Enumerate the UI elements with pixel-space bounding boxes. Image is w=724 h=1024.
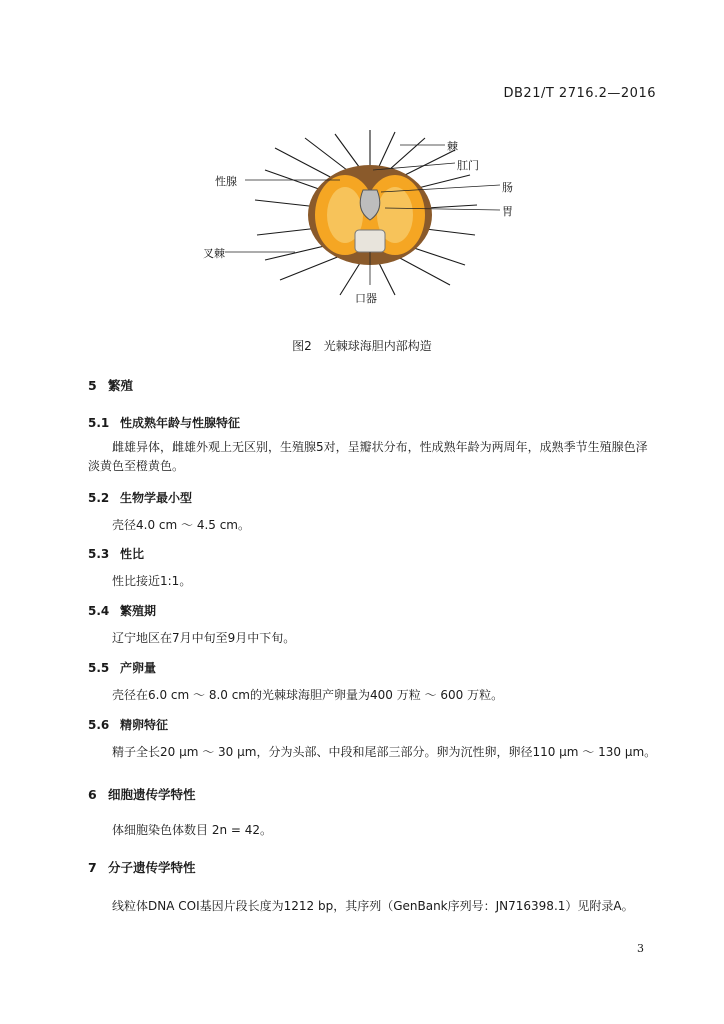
section-5-4-text: 辽宁地区在7月中旬至9月中下旬。 bbox=[112, 631, 296, 645]
label-gonad: 性腺 bbox=[215, 175, 237, 188]
label-spine: 棘 bbox=[447, 140, 458, 153]
section-6-text: 体细胞染色体数目 2n = 42。 bbox=[112, 823, 273, 837]
sea-urchin-figure bbox=[195, 130, 535, 315]
section-5-5-heading: 5.5 产卵量 bbox=[88, 661, 157, 675]
section-5-3-heading: 5.3 性比 bbox=[88, 547, 145, 561]
section-5-5-text: 壳径在6.0 cm ～ 8.0 cm的光棘球海胆产卵量为400 万粒 ～ 600 万粒。 bbox=[112, 688, 504, 702]
section-7-text: 线粒体DNA COⅠ基因片段长度为1212 bp，其序列（GenBank序列号：JN716398.1）见附录A。 bbox=[112, 899, 634, 913]
section-5-4-heading: 5.4 繁殖期 bbox=[88, 604, 157, 618]
section-5-2-text: 壳径4.0 cm ～ 4.5 cm。 bbox=[112, 518, 251, 532]
label-intestine: 肠 bbox=[502, 181, 513, 194]
section-5-6-text: 精子全长20 μm ～ 30 μm，分为头部、中段和尾部三部分。卵为沉性卵，卵径110 μm ～ 130 μm。 bbox=[112, 745, 657, 759]
section-6-heading: 6 细胞遗传学特性 bbox=[88, 787, 196, 802]
label-anus: 肛门 bbox=[457, 159, 479, 172]
sea-urchin-diagram bbox=[195, 130, 535, 315]
section-5-1-heading: 5.1 性成熟年龄与性腺特征 bbox=[88, 416, 241, 430]
aristotles-lantern bbox=[355, 230, 385, 252]
section-5-3-text: 性比接近1:1。 bbox=[112, 574, 192, 588]
label-pedicellaria: 叉棘 bbox=[203, 247, 225, 260]
section-7-heading: 7 分子遗传学特性 bbox=[88, 860, 196, 875]
section-5-1-text: 雌雄异体，雌雄外观上无区别，生殖腺5对，呈瓣状分布，性成熟年龄为两周年，成熟季节生殖腺色泽淡黄色至橙黄色。 bbox=[88, 440, 648, 473]
section-5-2-heading: 5.2 生物学最小型 bbox=[88, 491, 193, 505]
document-code: DB21/T 2716.2—2016 bbox=[503, 86, 656, 101]
figure-caption: 图2 光棘球海胆内部构造 bbox=[292, 339, 432, 353]
section-5-6-heading: 5.6 精卵特征 bbox=[88, 718, 169, 732]
label-stomach: 胃 bbox=[502, 205, 513, 218]
section-5-heading: 5 繁殖 bbox=[88, 378, 134, 393]
page-number: 3 bbox=[637, 942, 644, 955]
label-mouth: 口器 bbox=[355, 292, 377, 305]
